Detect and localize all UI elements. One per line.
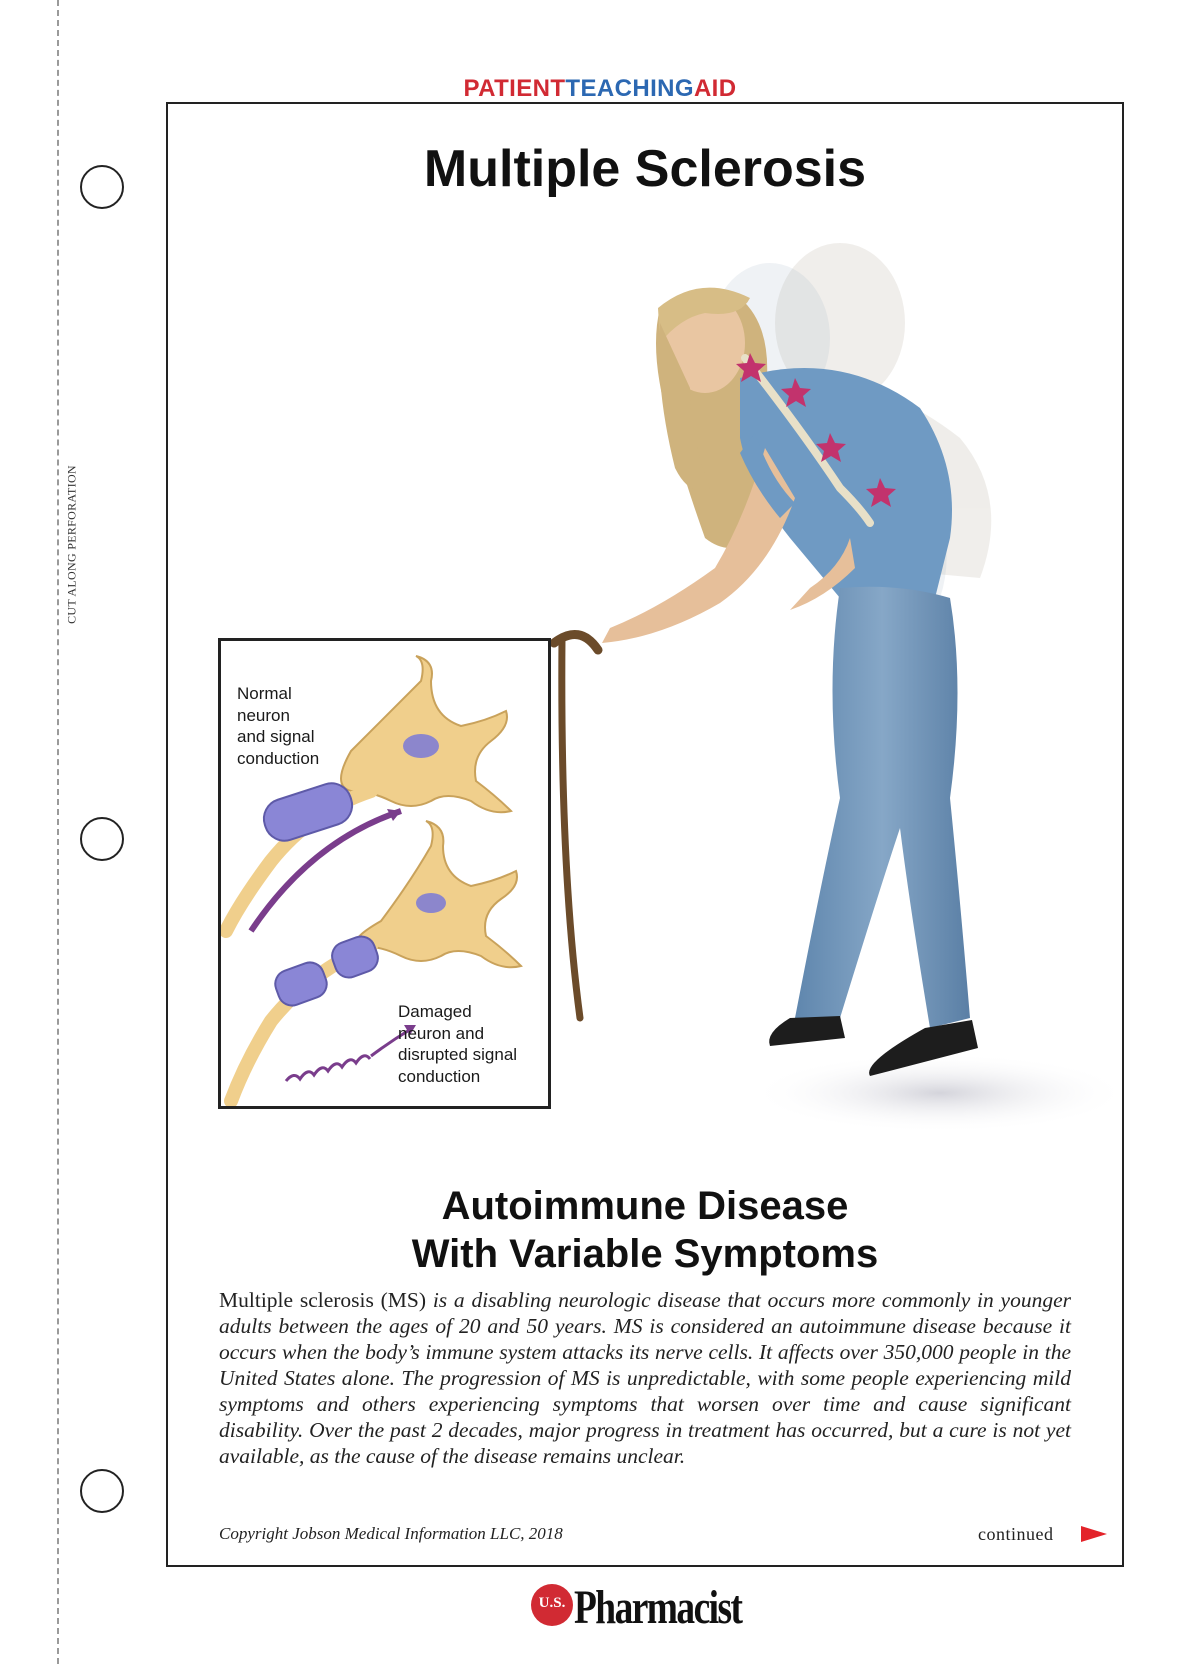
red-triangle-arrow-icon[interactable] <box>1080 1525 1108 1543</box>
section-heading: Autoimmune Disease With Variable Symptoms <box>411 1184 879 1276</box>
body-paragraph <box>219 1287 1071 1469</box>
copyright-notice: Copyright Jobson Medical Information LLC, 2018 <box>219 1524 563 1543</box>
logo-badge-text: U.S. <box>538 1595 566 1611</box>
binder-hole-middle <box>80 817 124 861</box>
woman-with-cane-illustration <box>540 238 1120 1158</box>
header-aid: AID <box>693 75 737 102</box>
header-patient: PATIENT <box>463 75 566 102</box>
us-pharmacist-logo <box>530 1578 740 1640</box>
binder-hole-top <box>80 165 124 209</box>
damaged-neuron-label: Damaged neuron and disrupted signal conduction <box>398 1002 518 1086</box>
continued-link[interactable]: continued <box>978 1524 1054 1544</box>
binder-hole-bottom <box>80 1469 124 1513</box>
neuron-inset-illustration <box>218 638 551 1109</box>
page-title: Multiple Sclerosis <box>423 140 867 198</box>
perforation-line <box>57 0 59 1664</box>
logo-wordmark: Pharmacist <box>574 1581 742 1634</box>
patient-teaching-aid-header <box>0 75 1200 103</box>
body-rest: is a disabling neurologic disease that occurs more commonly in younger adults between the ages of 20 and 50 years. MS is considered an autoimmune disease because it occurs when the body’s immune system attacks its nerve cells. It affects over 350,000 people in the United States alone. The progression of MS is unpredictable, with some people experiencing mild symptoms and others experiencing symptoms that worsen over time and cause significant disability. Over the past 2 decades, major progress in treatment has occurred, but a cure is not yet available, as the cause of the disease remains unclear. <box>219 1288 1071 1468</box>
normal-neuron-label: Normal neuron and signal conduction <box>237 684 320 768</box>
body-lead: Multiple sclerosis (MS) <box>219 1288 427 1312</box>
header-teaching: TEACHING <box>565 75 694 102</box>
